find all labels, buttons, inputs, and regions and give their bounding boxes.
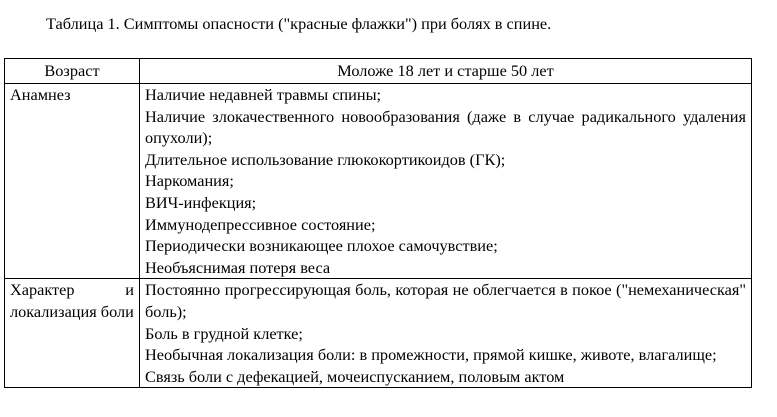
- header-age-cell: Возраст: [5, 59, 140, 84]
- list-item: ВИЧ-инфекция;: [145, 192, 257, 212]
- header-age-value-cell: Моложе 18 лет и старше 50 лет: [140, 59, 752, 84]
- red-flags-table: [4, 58, 752, 388]
- table-row: [5, 279, 752, 388]
- list-item: Длительное использование глюкокортикоидов (ГК);: [145, 149, 506, 169]
- list-item: Иммунодепрессивное состояние;: [145, 214, 376, 234]
- row-label-pain-character: Характер и локализация боли: [5, 279, 140, 388]
- list-item: Связь боли с дефекацией, мочеиспусканием, половым актом: [145, 366, 565, 386]
- list-item: Наличие недавней травмы спины;: [145, 85, 382, 104]
- table-row: [5, 84, 752, 279]
- list-item: Боль в грудной клетке;: [145, 323, 303, 343]
- list-item: Постоянно прогрессирующая боль, которая не облегчается в покое ("немеханическая" боль);: [145, 280, 746, 321]
- table-header-row: [5, 59, 752, 84]
- list-item: Необъяснимая потеря веса: [145, 257, 331, 277]
- list-item: Необычная локализация боли: в промежности, прямой кишке, животе, влагалище;: [145, 345, 717, 365]
- row-items-pain-character: [140, 279, 752, 388]
- row-label-anamnesis: Анамнез: [5, 84, 140, 279]
- list-item: Наркомания;: [145, 171, 234, 191]
- list-item: Периодически возникающее плохое самочувствие;: [145, 236, 498, 256]
- list-item: Наличие злокачественного новообразования (даже в случае радикального удаления опухоли);: [145, 106, 746, 148]
- table-caption: Таблица 1. Симптомы опасности ("красные флажки") при болях в спине.: [46, 14, 552, 33]
- row-items-anamnesis: [140, 84, 752, 279]
